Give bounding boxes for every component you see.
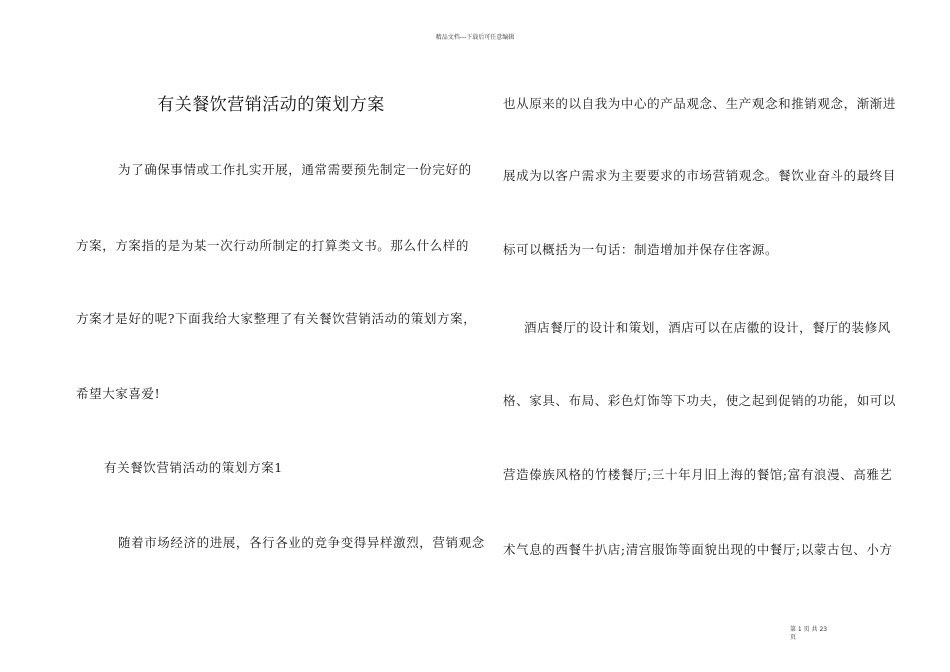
paragraph-line: 酒店餐厅的设计和策划，酒店可以在店徽的设计，餐厅的装修风: [524, 320, 891, 335]
paragraph-line: 也从原来的以自我为中心的产品观念、生产观念和推销观念，渐渐进: [503, 96, 897, 111]
paragraph-line: 术气息的西餐牛扒店;清宫服饰等面貌出现的中餐厅;以蒙古包、小方: [503, 542, 893, 557]
paragraph-line: 展成为以客户需求为主要要求的市场营销观念。餐饮业奋斗的最终目: [503, 168, 897, 183]
paragraph-line: 方案才是好的呢?下面我给大家整理了有关餐饮营销活动的策划方案，: [76, 311, 477, 326]
paragraph-line: 希望大家喜爱!: [76, 386, 161, 401]
document-title: 有关餐饮营销活动的策划方案: [157, 95, 385, 115]
page-number: 第 1 页 共 23 页: [790, 626, 828, 641]
header-note: 精品文档---下载后可任意编辑: [435, 34, 515, 41]
paragraph-line: 标可以概括为一句话：制造增加并保存住客源。: [503, 242, 779, 257]
paragraph-line: 方案，方案指的是为某一次行动所制定的打算类文书。那么什么样的: [76, 238, 470, 253]
paragraph-line: 随着市场经济的进展，各行各业的竞争变得异样激烈，营销观念: [118, 535, 485, 550]
paragraph-line: 格、家具、布局、彩色灯饰等下功夫，使之起到促销的功能，如可以: [503, 393, 897, 408]
paragraph-line: 为了确保事情或工作扎实开展，通常需要预先制定一份完好的: [118, 162, 472, 177]
section-heading: 有关餐饮营销活动的策划方案1: [104, 460, 283, 475]
paragraph-line: 营造傣族风格的竹楼餐厅;三十年月旧上海的餐馆;富有浪漫、高雅艺: [503, 467, 893, 482]
